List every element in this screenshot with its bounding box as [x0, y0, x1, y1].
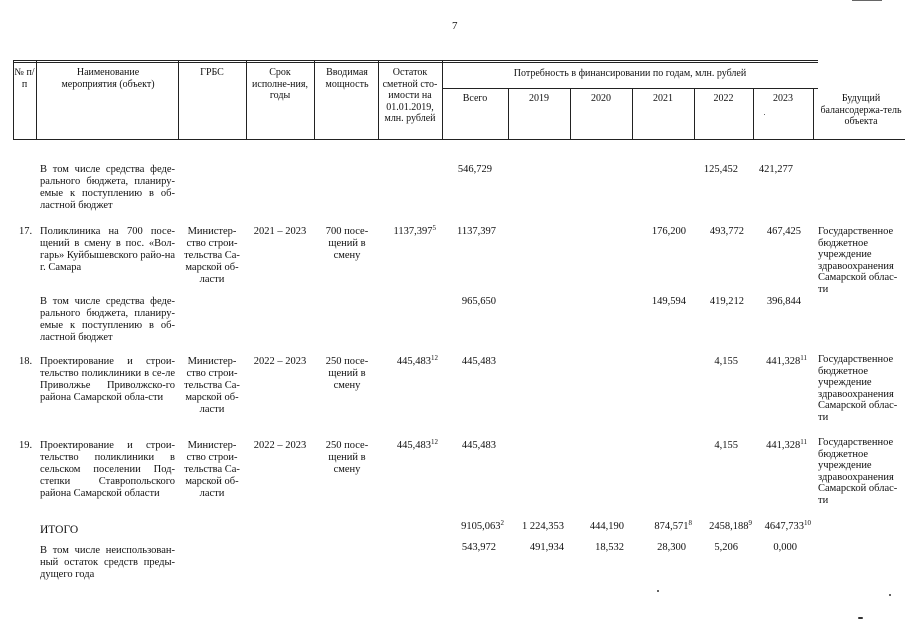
totals-2023-value: 4647,733 — [764, 521, 804, 532]
unused-2019: 491,934 — [529, 542, 564, 553]
cell-2022: 4,155 — [714, 440, 738, 451]
cell-2023 — [755, 440, 807, 452]
totals-total-value: 9105,063 — [461, 521, 501, 532]
cell-2023: 396,844 — [766, 296, 801, 307]
header-col-term: Срок исполне-ния, годы — [252, 67, 308, 101]
header-col-capacity: Вводимая мощность — [325, 67, 369, 90]
row-name: Поликлиника на 700 посе-щений в смену в пос. «Вол-гарь» Куйбышевского райо-на г. Самара — [40, 226, 175, 273]
row-name: Проектирование и строи-тельство поликлиники в се-ле Приволжье Приволжско-го района Самарской обла-сти — [40, 356, 175, 403]
cell-total: 445,483 — [461, 356, 496, 367]
remainder-value: 1137,397 — [393, 226, 433, 237]
scan-speck — [764, 114, 765, 115]
unused-2020: 18,532 — [595, 542, 624, 553]
totals-2019: 1 224,353 — [522, 521, 564, 532]
header-col-2021: 2021 — [653, 93, 673, 104]
totals-2021-value: 874,571 — [654, 521, 689, 532]
totals-total — [444, 521, 504, 533]
cell-remainder — [380, 356, 438, 368]
row-name: В том числе средства феде-рального бюджета, планиру-емые к поступлению в об-ластной бюджет — [40, 296, 175, 343]
scan-speck — [889, 594, 891, 596]
footnote-mark: 12 — [431, 438, 438, 446]
unused-total: 543,972 — [461, 542, 496, 553]
remainder-value: 445,483 — [396, 356, 431, 367]
unused-2022: 5,206 — [714, 542, 738, 553]
cell-2022: 419,212 — [709, 296, 744, 307]
corner-mark — [852, 0, 882, 1]
cell-term: 2021 – 2023 — [253, 226, 307, 237]
footnote-mark: 10 — [804, 519, 811, 527]
cell-2023: 467,425 — [766, 226, 801, 237]
page-number: 7 — [452, 20, 458, 32]
row-number: 19. — [19, 440, 33, 451]
cell-remainder — [380, 226, 436, 238]
footnote-mark: 11 — [800, 354, 807, 362]
footnote-mark: 11 — [800, 438, 807, 446]
scan-speck — [858, 617, 863, 619]
header-funding-group: Потребность в финансировании по годам, млн. рублей — [513, 68, 747, 79]
remainder-value: 445,483 — [396, 440, 431, 451]
row-number: 17. — [19, 226, 33, 237]
totals-2022 — [696, 521, 752, 533]
cell-2022: 4,155 — [714, 356, 738, 367]
row-number: 18. — [19, 356, 33, 367]
cell-total: 1137,397 — [457, 226, 496, 237]
totals-label: ИТОГО — [40, 524, 79, 536]
cell-grbs: Министер-ство строи-тельства Са-марской об-ласти — [184, 226, 240, 285]
header-col-grbs: ГРБС — [200, 67, 224, 78]
totals-2023 — [755, 521, 811, 533]
header-col-2020: 2020 — [591, 93, 611, 104]
row-name: Проектирование и строи-тельство поликлиники в сельском поселении Под-степки Ставропольского района Самарской области — [40, 440, 175, 499]
cell-2023 — [755, 356, 807, 368]
value-2023: 441,328 — [766, 356, 801, 367]
footnote-mark: 2 — [500, 519, 504, 527]
cell-total: 546,729 — [457, 164, 492, 175]
header-col-2022: 2022 — [713, 93, 734, 104]
cell-holder: Государственное бюджетное учреждение здравоохранения Самарской облас-ти — [818, 437, 898, 506]
cell-2022: 493,772 — [709, 226, 744, 237]
cell-2023: 421,277 — [758, 164, 793, 175]
cell-holder: Государственное бюджетное учреждение здравоохранения Самарской облас-ти — [818, 226, 898, 295]
footnote-mark: 5 — [432, 224, 436, 232]
unused-2023: 0,000 — [773, 542, 797, 553]
header-col-2023: 2023 — [773, 93, 793, 104]
totals-2022-value: 2458,188 — [709, 521, 749, 532]
cell-capacity: 250 посе-щений в смену — [325, 440, 369, 475]
unused-2021: 28,300 — [657, 542, 686, 553]
header-col-remainder: Остаток сметной сто-имости на 01.01.2019, млн. рублей — [382, 67, 438, 124]
footnote-mark: 8 — [688, 519, 692, 527]
header-col-num: № п/п — [14, 67, 35, 90]
scan-speck — [657, 590, 659, 592]
cell-capacity: 700 посе-щений в смену — [325, 226, 369, 261]
value-2023: 441,328 — [766, 440, 801, 451]
cell-grbs: Министер-ство строи-тельства Са-марской об-ласти — [184, 356, 240, 415]
row-name: В том числе средства феде-рального бюджета, планиру-емые к поступлению в об-ластной бюджет — [40, 164, 175, 211]
totals-2021 — [634, 521, 692, 533]
unused-label: В том числе неиспользован-ный остаток средств преды-дущего года — [40, 545, 175, 580]
cell-grbs: Министер-ство строи-тельства Са-марской об-ласти — [184, 440, 240, 499]
cell-total: 445,483 — [461, 440, 496, 451]
cell-term: 2022 – 2023 — [253, 440, 307, 451]
footnote-mark: 12 — [431, 354, 438, 362]
header-col-name: Наименование мероприятия (объект) — [61, 67, 155, 90]
cell-2021: 176,200 — [651, 226, 686, 237]
header-col-2019: 2019 — [529, 93, 549, 104]
cell-holder: Государственное бюджетное учреждение здравоохранения Самарской облас-ти — [818, 354, 898, 423]
footnote-mark: 9 — [748, 519, 752, 527]
totals-2020: 444,190 — [589, 521, 624, 532]
cell-term: 2022 – 2023 — [253, 356, 307, 367]
cell-capacity: 250 посе-щений в смену — [325, 356, 369, 391]
cell-2021: 149,594 — [651, 296, 686, 307]
cell-total: 965,650 — [461, 296, 496, 307]
cell-2022: 125,452 — [703, 164, 738, 175]
header-col-total: Всего — [462, 93, 488, 104]
header-col-holder: Будущий балансодержа-тель объекта — [820, 93, 902, 127]
cell-remainder — [380, 440, 438, 452]
